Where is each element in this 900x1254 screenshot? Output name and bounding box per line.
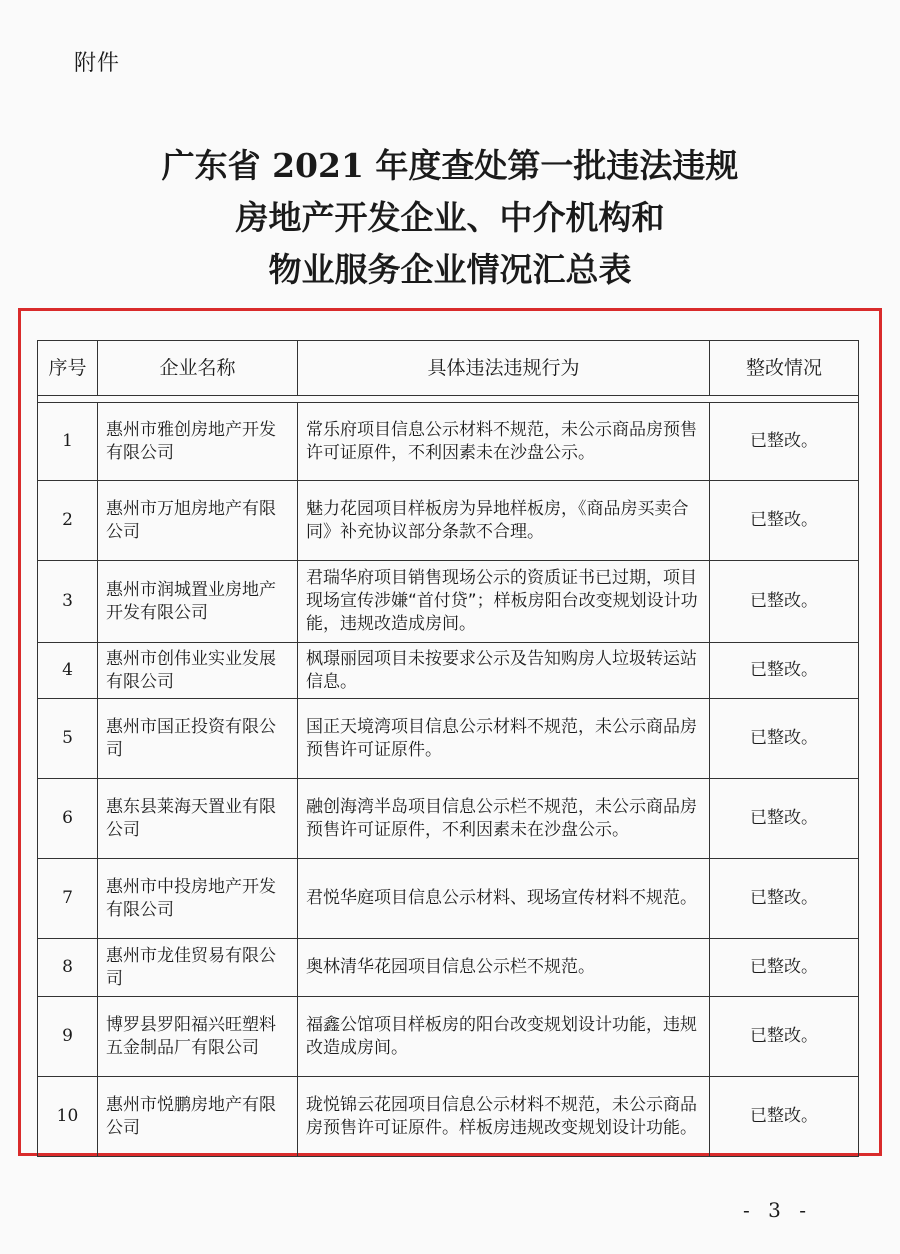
row-violation: 枫璟丽园项目未按要求公示及告知购房人垃圾转运站信息。 — [298, 643, 710, 699]
row-violation: 珑悦锦云花园项目信息公示材料不规范，未公示商品房预售许可证原件。样板房违规改变规划设计功能。 — [298, 1077, 710, 1157]
row-status: 已整改。 — [710, 859, 859, 939]
row-status: 已整改。 — [710, 997, 859, 1077]
row-violation: 国正天境湾项目信息公示材料不规范，未公示商品房预售许可证原件。 — [298, 699, 710, 779]
row-violation: 君瑞华府项目销售现场公示的资质证书已过期，项目现场宣传涉嫌“首付贷”；样板房阳台改变规划设计功能，违规改造成房间。 — [298, 561, 710, 643]
row-company: 惠州市中投房地产开发有限公司 — [98, 859, 298, 939]
table-row — [38, 779, 859, 859]
table-row — [38, 643, 859, 699]
row-company: 惠州市万旭房地产有限公司 — [98, 481, 298, 561]
row-no: 6 — [38, 779, 98, 859]
row-status: 已整改。 — [710, 561, 859, 643]
row-company: 惠州市创伟业实业发展有限公司 — [98, 643, 298, 699]
row-company: 惠州市润城置业房地产开发有限公司 — [98, 561, 298, 643]
row-company: 惠东县莱海天置业有限公司 — [98, 779, 298, 859]
table-row — [38, 1077, 859, 1157]
header-status: 整改情况 — [710, 341, 859, 396]
row-violation: 君悦华庭项目信息公示材料、现场宣传材料不规范。 — [298, 859, 710, 939]
title-line-2: 房地产开发企业、中介机构和 — [235, 198, 665, 237]
row-status: 已整改。 — [710, 1077, 859, 1157]
row-status: 已整改。 — [710, 699, 859, 779]
row-violation: 奥林清华花园项目信息公示栏不规范。 — [298, 939, 710, 997]
row-company: 惠州市雅创房地产开发有限公司 — [98, 403, 298, 481]
row-no: 3 — [38, 561, 98, 643]
row-no: 2 — [38, 481, 98, 561]
row-no: 1 — [38, 403, 98, 481]
table-row — [38, 561, 859, 643]
row-company: 惠州市龙佳贸易有限公司 — [98, 939, 298, 997]
header-company: 企业名称 — [98, 341, 298, 396]
table-row — [38, 699, 859, 779]
row-violation: 常乐府项目信息公示材料不规范，未公示商品房预售许可证原件，不利因素未在沙盘公示。 — [298, 403, 710, 481]
row-no: 9 — [38, 997, 98, 1077]
row-no: 5 — [38, 699, 98, 779]
row-violation: 融创海湾半岛项目信息公示栏不规范，未公示商品房预售许可证原件，不利因素未在沙盘公示。 — [298, 779, 710, 859]
row-no: 8 — [38, 939, 98, 997]
row-status: 已整改。 — [710, 779, 859, 859]
row-no: 4 — [38, 643, 98, 699]
row-company: 惠州市国正投资有限公司 — [98, 699, 298, 779]
row-company: 博罗县罗阳福兴旺塑料五金制品厂有限公司 — [98, 997, 298, 1077]
document-title — [0, 140, 900, 296]
table-row — [38, 997, 859, 1077]
table-header-row — [38, 341, 859, 396]
row-status: 已整改。 — [710, 643, 859, 699]
row-no: 7 — [38, 859, 98, 939]
row-status: 已整改。 — [710, 939, 859, 997]
header-no: 序号 — [38, 341, 98, 396]
row-company: 惠州市悦鹏房地产有限公司 — [98, 1077, 298, 1157]
row-violation: 魅力花园项目样板房为异地样板房，《商品房买卖合同》补充协议部分条款不合理。 — [298, 481, 710, 561]
row-status: 已整改。 — [710, 403, 859, 481]
table-row — [38, 859, 859, 939]
table-row — [38, 403, 859, 481]
page-number: - 3 - — [743, 1198, 812, 1222]
table-row — [38, 481, 859, 561]
title-line-1: 广东省 2021 年度查处第一批违法违规 — [161, 146, 739, 185]
title-line-3: 物业服务企业情况汇总表 — [268, 250, 632, 289]
row-violation: 福鑫公馆项目样板房的阳台改变规划设计功能，违规改造成房间。 — [298, 997, 710, 1077]
summary-table — [37, 340, 859, 1157]
row-status: 已整改。 — [710, 481, 859, 561]
row-no: 10 — [38, 1077, 98, 1157]
header-violation: 具体违法违规行为 — [298, 341, 710, 396]
table-row — [38, 939, 859, 997]
attachment-label: 附件 — [74, 51, 121, 76]
